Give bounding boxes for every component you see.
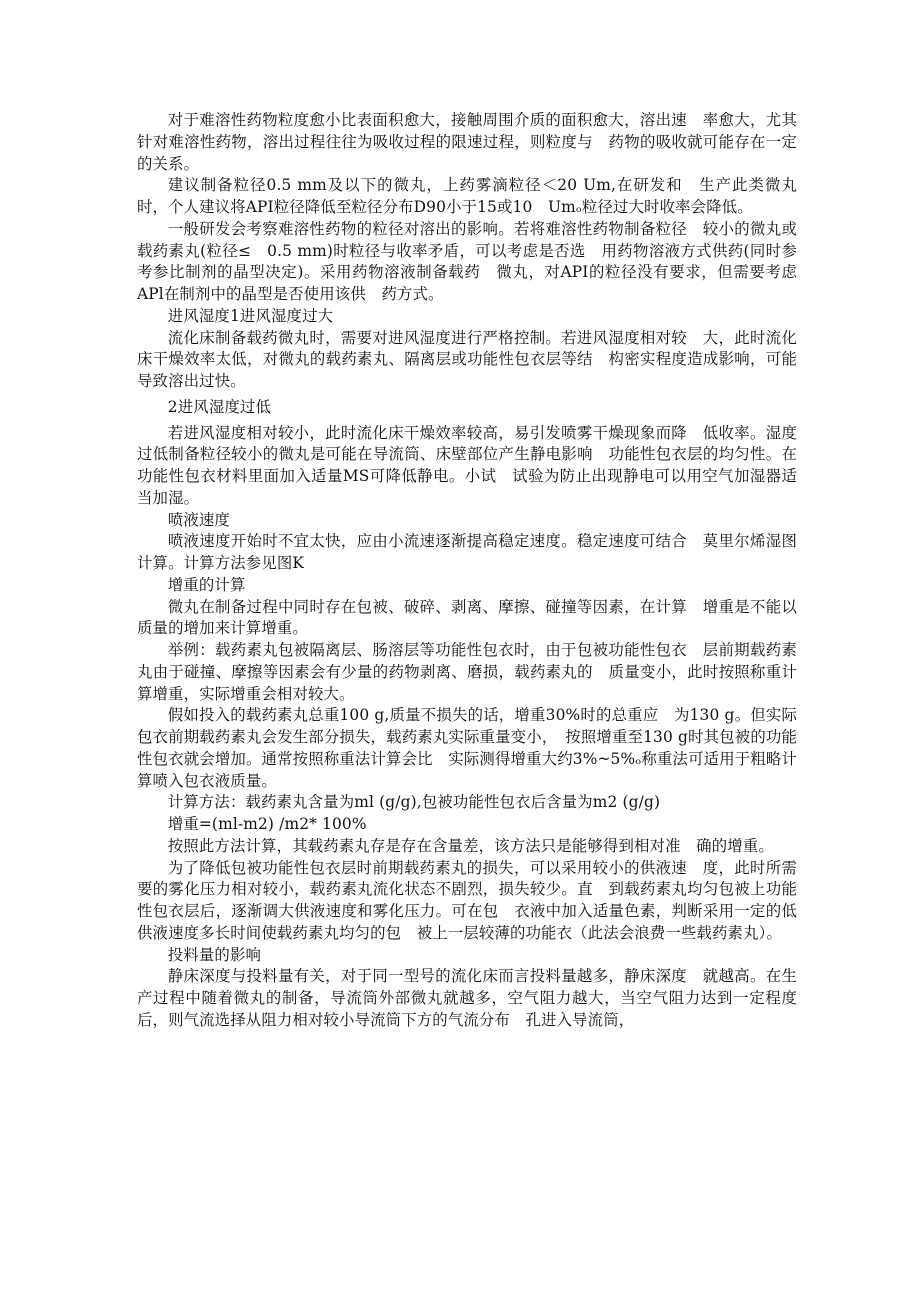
section-heading: 投料量的影响	[167, 945, 262, 964]
paragraph: 按照此方法计算，其载药素丸存是存在含量差，该方法只是能够得到相对准 确的增重。	[167, 836, 774, 855]
section-heading: 增重的计算	[167, 575, 246, 594]
section-heading: 2进风湿度过低	[167, 397, 271, 416]
paragraph: 静床深度与投料量有关，对于同一型号的流化床而言投料量越多，静床深度 就越高。在生产过程中随着微丸的制备，导流筒外部微丸就越多，空气阻力越大，当空气阻力达到一定程度后，则气流选择从阻力相对较小导流筒下方的气流分布 孔进入导流筒，	[137, 967, 797, 1029]
paragraph: 举例：载药素丸包被隔离层、肠溶层等功能性包衣时，由于包被功能性包衣 层前期载药素丸由于碰撞、摩擦等因素会有少量的药物剥离、磨损，载药素丸的 质量变小，此时按照称重计算增重，实际增重会相对较大。	[137, 641, 797, 703]
paragraph: 微丸在制备过程中同时存在包被、破碎、剥离、摩擦、碰撞等因素，在计算 增重是不能以质量的增加来计算增重。	[137, 597, 797, 638]
paragraph: 假如投入的载药素丸总重100 g,质量不损失的话，增重30%时的总重应 为130 g。但实际包衣前期载药素丸会发生部分损失，载药素丸实际重量变小， 按照增重至130 g时其包被的功能性包衣就会增加。通常按照称重法计算会比 实际测得增重大约3%~5%ₒ称重法可适用于粗略计算喷入包衣液质量。	[137, 706, 797, 790]
paragraph: 流化床制备载药微丸时，需要对进风湿度进行严格控制。若进风湿度相对较 大，此时流化床干燥效率太低，对微丸的载药素丸、隔离层或功能性包衣层等结 构密实程度造成影响，可能导致溶出过快。	[137, 328, 797, 390]
formula-line: 计算方法：载药素丸含量为ml (g/g),包被功能性包衣后含量为m2 (g/g)	[167, 793, 661, 812]
paragraph: 对于难溶性药物粒度愈小比表面积愈大，接触周围介质的面积愈大，溶出速 率愈大，尤其针对难溶性药物，溶出过程往往为吸收过程的限速过程，则粒度与 药物的吸收就可能存在一定的关系。	[137, 111, 797, 173]
paragraph: 一般研发会考察难溶性药物的粒径对溶出的影响。若将难溶性药物制备粒径 较小的微丸或载药素丸(粒径≤ 0.5 mm)时粒径与收率矛盾，可以考虑是否选 用药物溶液方式供药(同时参考参比制剂的晶型决定)。采用药物溶液制备载药 微丸，对API的粒径没有要求，但需要考虑APl在制剂中的晶型是否使用该供 药方式。	[137, 219, 797, 303]
paragraph: 为了降低包被功能性包衣层时前期载药素丸的损失，可以采用较小的供液速 度，此时所需要的雾化压力相对较小，载药素丸流化状态不剧烈，损失较少。直 到载药素丸均匀包被上功能性包衣层后，逐渐调大供液速度和雾化压力。可在包 衣液中加入适量色素，判断采用一定的低供液速度多长时间使载药素丸均匀的包 被上一层较薄的功能衣（此法会浪费一些载药素丸）。	[137, 858, 797, 942]
paragraph: 建议制备粒径0.5 mm及以下的微丸，上药雾滴粒径＜20 Um,在研发和 生产此类微丸时，个人建议将API粒径降低至粒径分布D90小于15或10 Umₒ粒径过大时收率会降低。	[137, 176, 797, 216]
formula-line: 增重=(ml-m2) /m2* 100%	[167, 815, 367, 833]
section-heading: 喷液速度	[167, 510, 230, 529]
document-body	[137, 110, 797, 1032]
paragraph: 喷液速度开始时不宜太快，应由小流速逐渐提高稳定速度。稳定速度可结合 莫里尔烯湿图计算。计算方法参见图K	[137, 532, 797, 572]
paragraph: 若进风湿度相对较小，此时流化床干燥效率较高，易引发喷雾干燥现象而降 低收率。湿度过低制备粒径较小的微丸是可能在导流筒、床壁部位产生静电影响 功能性包衣层的均匀性。在功能性包衣材料里面加入适量MS可降低静电。小试 试验为防止出现静电可以用空气加湿器适当加湿。	[137, 423, 797, 507]
section-heading: 进风湿度1进风湿度过大	[167, 306, 334, 325]
